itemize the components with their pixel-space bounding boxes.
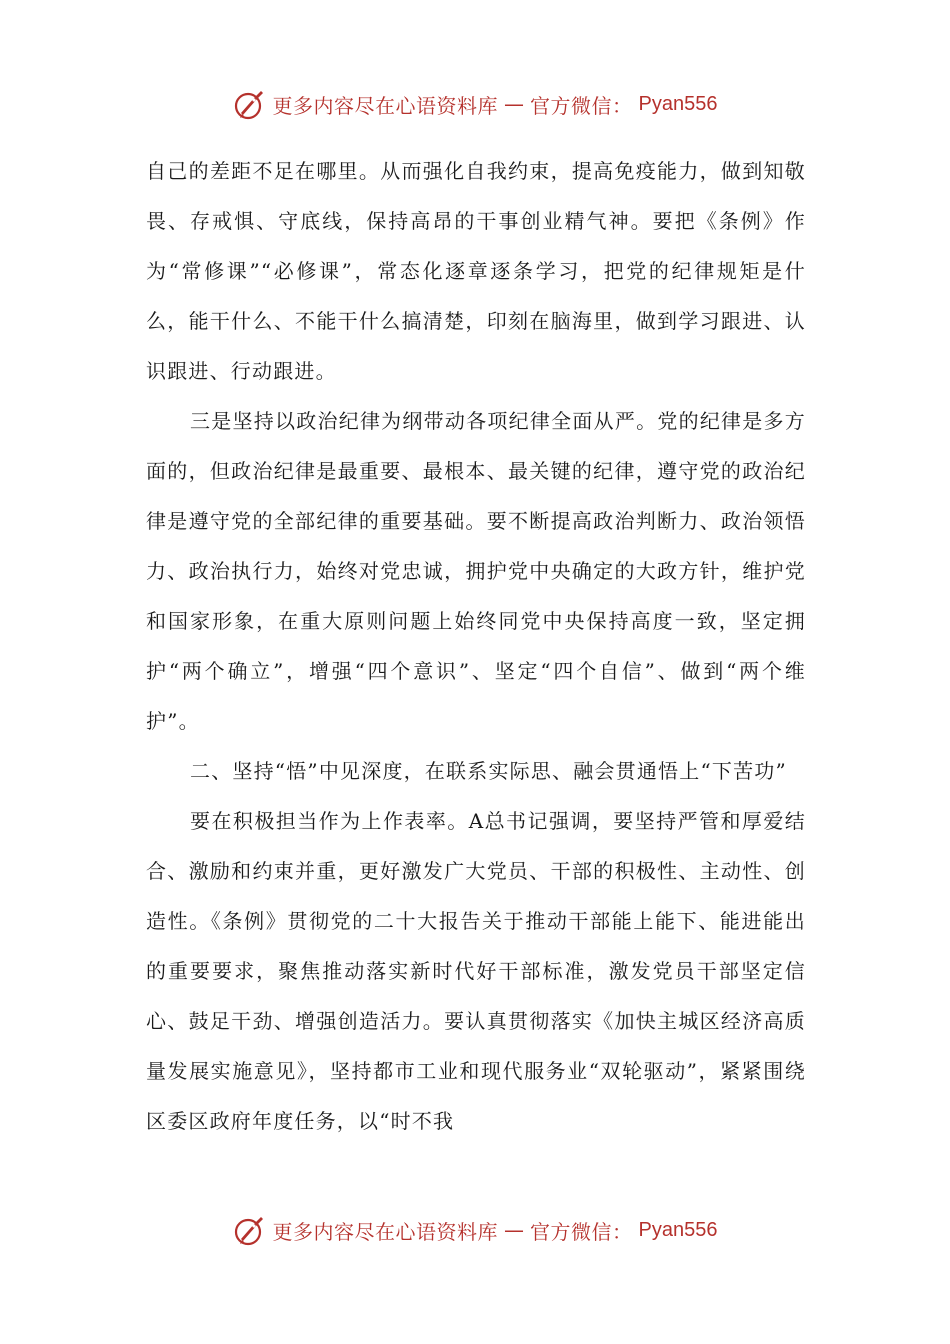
document-body bbox=[146, 146, 806, 1146]
watermark-wechat-id: Pyan556 bbox=[638, 92, 718, 115]
watermark-brand-text: 更多内容尽在心语资料库 bbox=[272, 93, 499, 118]
section-heading: 二、坚持“悟”中见深度，在联系实际思、融会贯通悟上“下苦功” bbox=[190, 759, 787, 783]
paragraph-3: 要在积极担当作为上作表率。A总书记强调，要坚持严管和厚爱结合、激励和约束并重，更好激发广大党员、干部的积极性、主动性、创造性。《条例》贯彻党的二十大报告关于推动干部能上能下、能进能出的重要要求，聚焦推动落实新时代好干部标准，激发党员干部坚定信心、鼓足干劲、增强创造活力。要认真贯彻落实《加快主城区经济高质量发展实施意见》，坚持都市工业和现代服务业“双轮驱动”，紧紧围绕区委区政府年度任务，以“时不我 bbox=[146, 809, 806, 1133]
watermark-separator: — bbox=[504, 92, 525, 116]
watermark-wechat-id: Pyan556 bbox=[638, 1218, 718, 1241]
watermark-separator: — bbox=[504, 1218, 525, 1242]
watermark-wechat-label: 官方微信： bbox=[530, 1219, 633, 1244]
header-watermark bbox=[0, 84, 950, 124]
watermark-brand-text: 更多内容尽在心语资料库 bbox=[272, 1219, 499, 1244]
paragraph-2: 三是坚持以政治纪律为纲带动各项纪律全面从严。党的纪律是多方面的，但政治纪律是最重要、最根本、最关键的纪律，遵守党的政治纪律是遵守党的全部纪律的重要基础。要不断提高政治判断力、政治领悟力、政治执行力，始终对党忠诚，拥护党中央确定的大政方针，维护党和国家形象，在重大原则问题上始终同党中央保持高度一致，坚定拥护“两个确立”，增强“四个意识”、坚定“四个自信”、做到“两个维护”。 bbox=[146, 409, 806, 733]
pen-nib-in-circle-icon bbox=[233, 1213, 267, 1247]
footer-watermark bbox=[0, 1210, 950, 1250]
watermark-wechat-label: 官方微信： bbox=[530, 93, 633, 118]
pen-nib-in-circle-icon bbox=[233, 87, 267, 121]
paragraph-1: 自己的差距不足在哪里。从而强化自我约束，提高免疫能力，做到知敬畏、存戒惧、守底线，保持高昂的干事创业精气神。要把《条例》作为“常修课”“必修课”，常态化逐章逐条学习，把党的纪律规矩是什么，能干什么、不能干什么搞清楚，印刻在脑海里，做到学习跟进、认识跟进、行动跟进。 bbox=[146, 159, 806, 383]
